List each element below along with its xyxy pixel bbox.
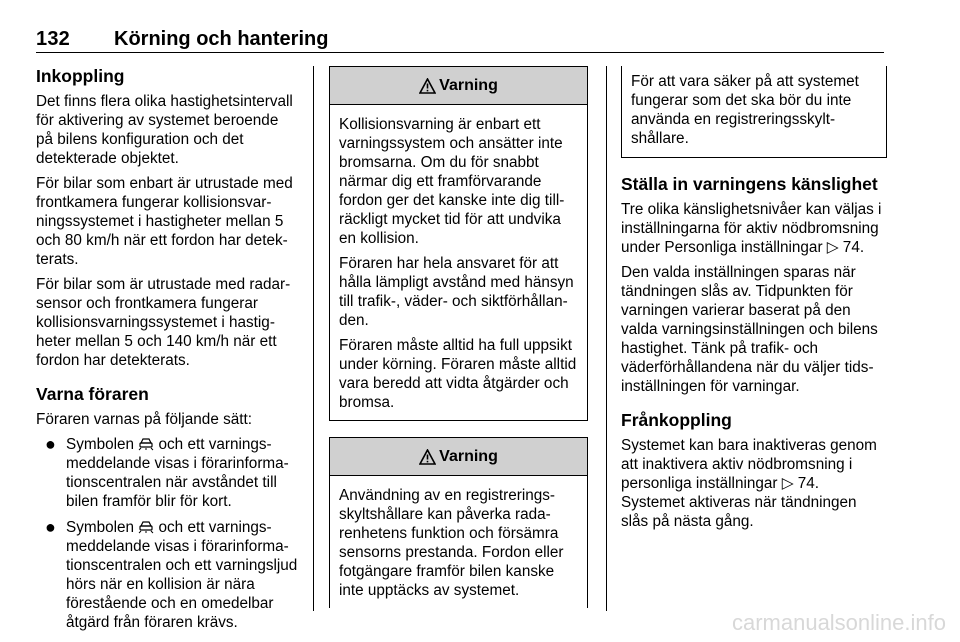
page-number: 132 [36, 28, 70, 50]
paragraph: Det finns flera olika hastighetsintervall för aktivering av systemet beroende på bilens konfiguration och det detekterade objektet. [36, 93, 293, 167]
page-header [36, 28, 884, 53]
paragraph: För bilar som enbart är utrustade med frontkamera fungerar kollisionsvarningssystemet i hastigheter mellan 5 och 80 km/h när ett fordon har detekterats. [36, 175, 293, 268]
paragraph: Den valda inställningen sparas när tändningen slås av. Tidpunkten för varningen varierar baserat på den valda varningsinställningen och bilens hastighet. Tänk på trafik- och väderförhållandena när du väljer tidsinställningen för varningar. [621, 264, 878, 395]
column-divider-2 [606, 66, 607, 611]
warning-title: Varning [439, 448, 498, 465]
heading-kanslighet: Ställa in varningens känslighet [621, 174, 878, 194]
list-item: ● Symbolen och ett varningsmeddelande visas i förarinformationscentralen när avståndet till bilen framför blir för kort. [45, 434, 289, 510]
column-2 [329, 66, 588, 608]
bullet-icon: ● [45, 517, 56, 537]
paragraph: Systemet aktiveras när tändningen slås på nästa gång. [621, 494, 857, 530]
warning-header [330, 438, 587, 476]
warning-box-2 [329, 437, 588, 608]
warning-triangle-icon [419, 449, 436, 465]
heading-inkoppling: Inkoppling [36, 66, 125, 86]
warning-header [330, 67, 587, 105]
warning-title: Varning [439, 77, 498, 94]
warning-text: Användning av en registreringsskyltshållare kan påverka radarenhetens funktion och försämra sensorns prestanda. Fordon eller fotgängare framför bilen kanske inte upptäcks av systemet. [339, 487, 564, 599]
chapter-title: Körning och hantering [114, 28, 329, 50]
bullet-icon: ● [45, 434, 56, 454]
column-3 [621, 66, 887, 537]
collision-car-icon [138, 520, 154, 534]
warning-text: Kollisionsvarning är enbart ett varningssystem och ansätter inte bromsarna. Om du för snabbt närmar dig ett framförvarande fordon ger det kanske inte dig tillräckligt mycket tid för att undvika en kollision. [339, 116, 565, 247]
column-1 [36, 66, 298, 639]
paragraph: Tre olika känslighetsnivåer kan väljas i inställningarna för aktiv nödbromsning under Personliga inställningar ▷ 74. [621, 201, 882, 256]
heading-varna-foraren: Varna föraren [36, 384, 149, 404]
watermark: carmanualsonline.info [731, 610, 946, 635]
list-item: ● Symbolen och ett varningsmeddelande visas i förarinformationscentralen och ett varningsljud hörs när en kollision är nära förestående och en omedelbar åtgärd från föraren krävs. [45, 517, 298, 631]
warning-text: Föraren måste alltid ha full uppsikt under körning. Föraren måste alltid vara beredd att vidta åtgärder och bromsa. [339, 337, 577, 411]
warning-list [36, 435, 298, 632]
paragraph: Föraren varnas på följande sätt: [36, 411, 252, 428]
paragraph: För bilar som är utrustade med radarsensor och frontkamera fungerar kollisionsvarningssystemet i hastigheter mellan 5 och 140 km/h när ett fordon har detekterats. [36, 276, 291, 369]
warning-box-1 [329, 66, 588, 421]
collision-car-icon [138, 437, 154, 451]
column-divider-1 [313, 66, 314, 611]
note-box [621, 66, 887, 158]
heading-frankoppling: Frånkoppling [621, 410, 732, 430]
warning-text: Föraren har hela ansvaret för att hålla lämpligt avstånd med hänsyn till trafik-, väder- och siktförhållanden. [339, 255, 574, 329]
warning-triangle-icon [419, 78, 436, 94]
paragraph: Systemet kan bara inaktiveras genom att inaktivera aktiv nödbromsning i personliga inställningar ▷ 74. [621, 437, 877, 492]
page-reference[interactable]: ▷ 74. [826, 239, 865, 256]
note-text: För att vara säker på att systemet fungerar som det ska bör du inte använda en registreringsskyltshållare. [631, 73, 859, 147]
